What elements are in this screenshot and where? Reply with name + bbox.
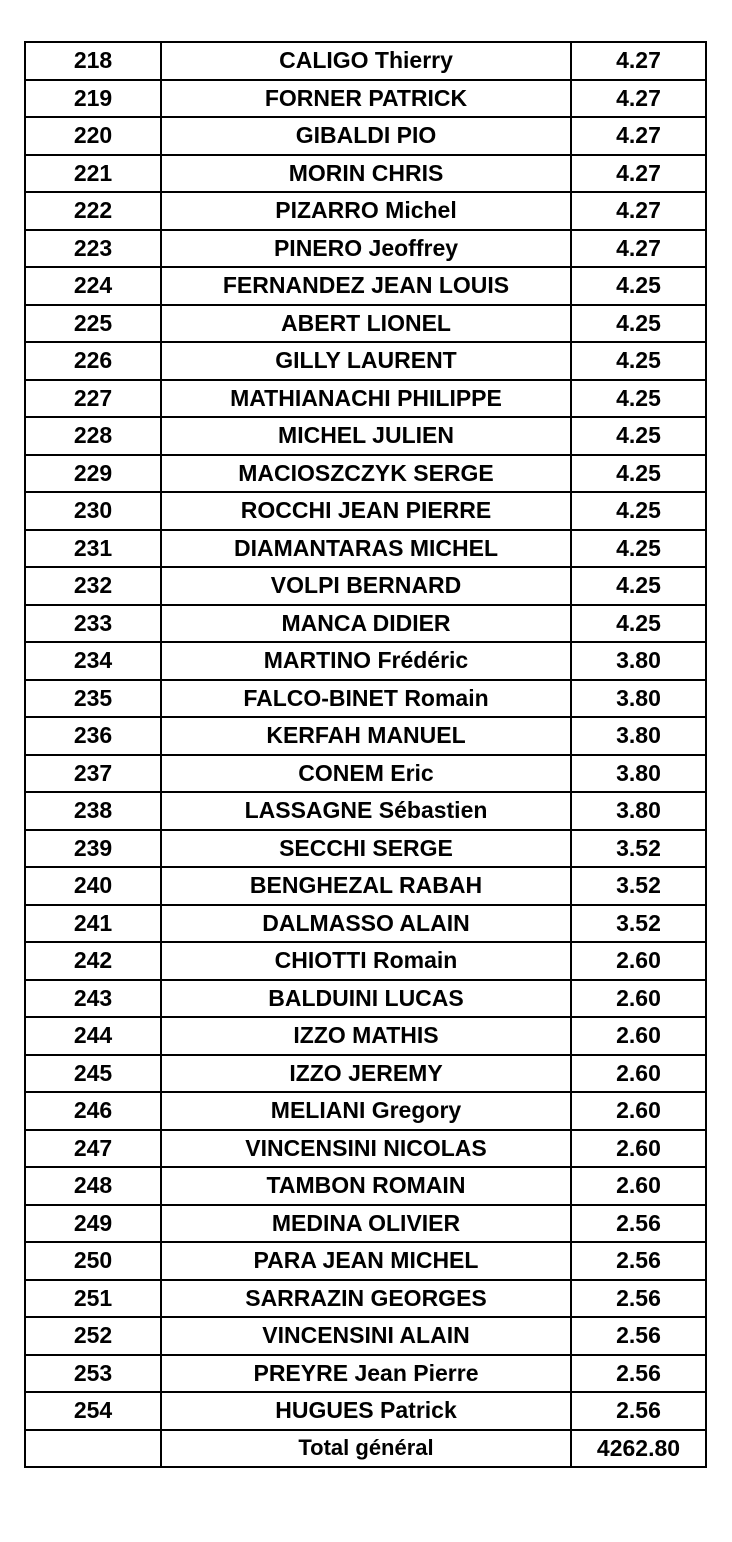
total-rank-cell [25,1430,161,1468]
table-row [25,305,706,343]
table-row [25,530,706,568]
rank-cell: 223 [25,230,161,268]
table-row [25,117,706,155]
rank-cell: 232 [25,567,161,605]
table-row [25,1017,706,1055]
score-cell: 4.25 [571,455,706,493]
score-cell: 2.60 [571,1092,706,1130]
rank-cell: 238 [25,792,161,830]
name-cell: ROCCHI JEAN PIERRE [161,492,571,530]
rank-cell: 253 [25,1355,161,1393]
table-row [25,1092,706,1130]
name-cell: VINCENSINI NICOLAS [161,1130,571,1168]
name-cell: GILLY LAURENT [161,342,571,380]
table-row [25,942,706,980]
rank-cell: 241 [25,905,161,943]
table-row [25,680,706,718]
score-cell: 4.25 [571,492,706,530]
rank-cell: 236 [25,717,161,755]
table-row [25,717,706,755]
rank-cell: 224 [25,267,161,305]
name-cell: FORNER PATRICK [161,80,571,118]
score-cell: 4.27 [571,230,706,268]
total-score-cell: 4262.80 [571,1430,706,1468]
score-cell: 3.52 [571,830,706,868]
score-cell: 3.80 [571,642,706,680]
rank-cell: 222 [25,192,161,230]
table-row [25,1317,706,1355]
name-cell: VOLPI BERNARD [161,567,571,605]
name-cell: CHIOTTI Romain [161,942,571,980]
rank-cell: 226 [25,342,161,380]
score-cell: 4.27 [571,80,706,118]
score-cell: 2.56 [571,1317,706,1355]
table-row [25,492,706,530]
score-cell: 4.25 [571,567,706,605]
name-cell: FERNANDEZ JEAN LOUIS [161,267,571,305]
score-cell: 2.56 [571,1242,706,1280]
name-cell: MORIN CHRIS [161,155,571,193]
table-row [25,267,706,305]
name-cell: BALDUINI LUCAS [161,980,571,1018]
score-cell: 2.60 [571,942,706,980]
rank-cell: 240 [25,867,161,905]
score-cell: 4.25 [571,530,706,568]
name-cell: MELIANI Gregory [161,1092,571,1130]
score-cell: 3.52 [571,867,706,905]
name-cell: DIAMANTARAS MICHEL [161,530,571,568]
table-row [25,1205,706,1243]
name-cell: CONEM Eric [161,755,571,793]
rank-cell: 233 [25,605,161,643]
name-cell: PARA JEAN MICHEL [161,1242,571,1280]
rank-cell: 252 [25,1317,161,1355]
table-row [25,905,706,943]
score-cell: 2.60 [571,980,706,1018]
score-cell: 4.25 [571,605,706,643]
score-cell: 3.80 [571,792,706,830]
rank-cell: 247 [25,1130,161,1168]
table-row [25,1167,706,1205]
table-row [25,417,706,455]
rank-cell: 239 [25,830,161,868]
rank-cell: 246 [25,1092,161,1130]
score-cell: 4.25 [571,267,706,305]
ranking-table [24,41,707,1468]
table-row [25,1280,706,1318]
score-cell: 4.27 [571,155,706,193]
table-row [25,42,706,80]
table-row [25,192,706,230]
table-row [25,792,706,830]
rank-cell: 230 [25,492,161,530]
rank-cell: 218 [25,42,161,80]
name-cell: MICHEL JULIEN [161,417,571,455]
table-row [25,1130,706,1168]
table-row [25,342,706,380]
score-cell: 2.60 [571,1017,706,1055]
score-cell: 3.80 [571,680,706,718]
rank-cell: 242 [25,942,161,980]
score-cell: 4.25 [571,342,706,380]
rank-cell: 234 [25,642,161,680]
total-label-cell: Total général [161,1430,571,1468]
table-row [25,455,706,493]
rank-cell: 229 [25,455,161,493]
table-row [25,1055,706,1093]
score-cell: 2.56 [571,1392,706,1430]
rank-cell: 237 [25,755,161,793]
name-cell: LASSAGNE Sébastien [161,792,571,830]
rank-cell: 219 [25,80,161,118]
rank-cell: 225 [25,305,161,343]
rank-cell: 254 [25,1392,161,1430]
rank-cell: 243 [25,980,161,1018]
score-cell: 4.27 [571,192,706,230]
name-cell: VINCENSINI ALAIN [161,1317,571,1355]
score-cell: 3.80 [571,755,706,793]
name-cell: GIBALDI PIO [161,117,571,155]
score-cell: 2.56 [571,1280,706,1318]
table-row [25,980,706,1018]
name-cell: DALMASSO ALAIN [161,905,571,943]
score-cell: 2.56 [571,1355,706,1393]
score-cell: 4.27 [571,117,706,155]
table-row [25,230,706,268]
name-cell: HUGUES Patrick [161,1392,571,1430]
score-cell: 3.80 [571,717,706,755]
rank-cell: 251 [25,1280,161,1318]
name-cell: CALIGO Thierry [161,42,571,80]
table-row [25,605,706,643]
table-row [25,155,706,193]
name-cell: FALCO-BINET Romain [161,680,571,718]
rank-cell: 221 [25,155,161,193]
score-cell: 4.25 [571,417,706,455]
table-row [25,567,706,605]
rank-cell: 249 [25,1205,161,1243]
ranking-table-body [25,42,706,1430]
rank-cell: 228 [25,417,161,455]
name-cell: MATHIANACHI PHILIPPE [161,380,571,418]
name-cell: KERFAH MANUEL [161,717,571,755]
table-row [25,830,706,868]
rank-cell: 227 [25,380,161,418]
rank-cell: 231 [25,530,161,568]
rank-cell: 250 [25,1242,161,1280]
table-row [25,80,706,118]
name-cell: MARTINO Frédéric [161,642,571,680]
name-cell: IZZO MATHIS [161,1017,571,1055]
score-cell: 2.60 [571,1167,706,1205]
name-cell: PINERO Jeoffrey [161,230,571,268]
table-row [25,755,706,793]
table-row [25,380,706,418]
score-cell: 2.60 [571,1130,706,1168]
table-row [25,1355,706,1393]
name-cell: IZZO JEREMY [161,1055,571,1093]
rank-cell: 244 [25,1017,161,1055]
name-cell: PIZARRO Michel [161,192,571,230]
name-cell: ABERT LIONEL [161,305,571,343]
rank-cell: 220 [25,117,161,155]
name-cell: SARRAZIN GEORGES [161,1280,571,1318]
score-cell: 4.25 [571,305,706,343]
table-row [25,867,706,905]
table-row [25,1392,706,1430]
score-cell: 2.56 [571,1205,706,1243]
name-cell: MANCA DIDIER [161,605,571,643]
name-cell: TAMBON ROMAIN [161,1167,571,1205]
score-cell: 4.25 [571,380,706,418]
name-cell: PREYRE Jean Pierre [161,1355,571,1393]
rank-cell: 235 [25,680,161,718]
rank-cell: 245 [25,1055,161,1093]
score-cell: 3.52 [571,905,706,943]
name-cell: MACIOSZCZYK SERGE [161,455,571,493]
name-cell: BENGHEZAL RABAH [161,867,571,905]
rank-cell: 248 [25,1167,161,1205]
table-row [25,1242,706,1280]
total-row [25,1430,706,1468]
score-cell: 2.60 [571,1055,706,1093]
name-cell: MEDINA OLIVIER [161,1205,571,1243]
table-row [25,642,706,680]
score-cell: 4.27 [571,42,706,80]
name-cell: SECCHI SERGE [161,830,571,868]
